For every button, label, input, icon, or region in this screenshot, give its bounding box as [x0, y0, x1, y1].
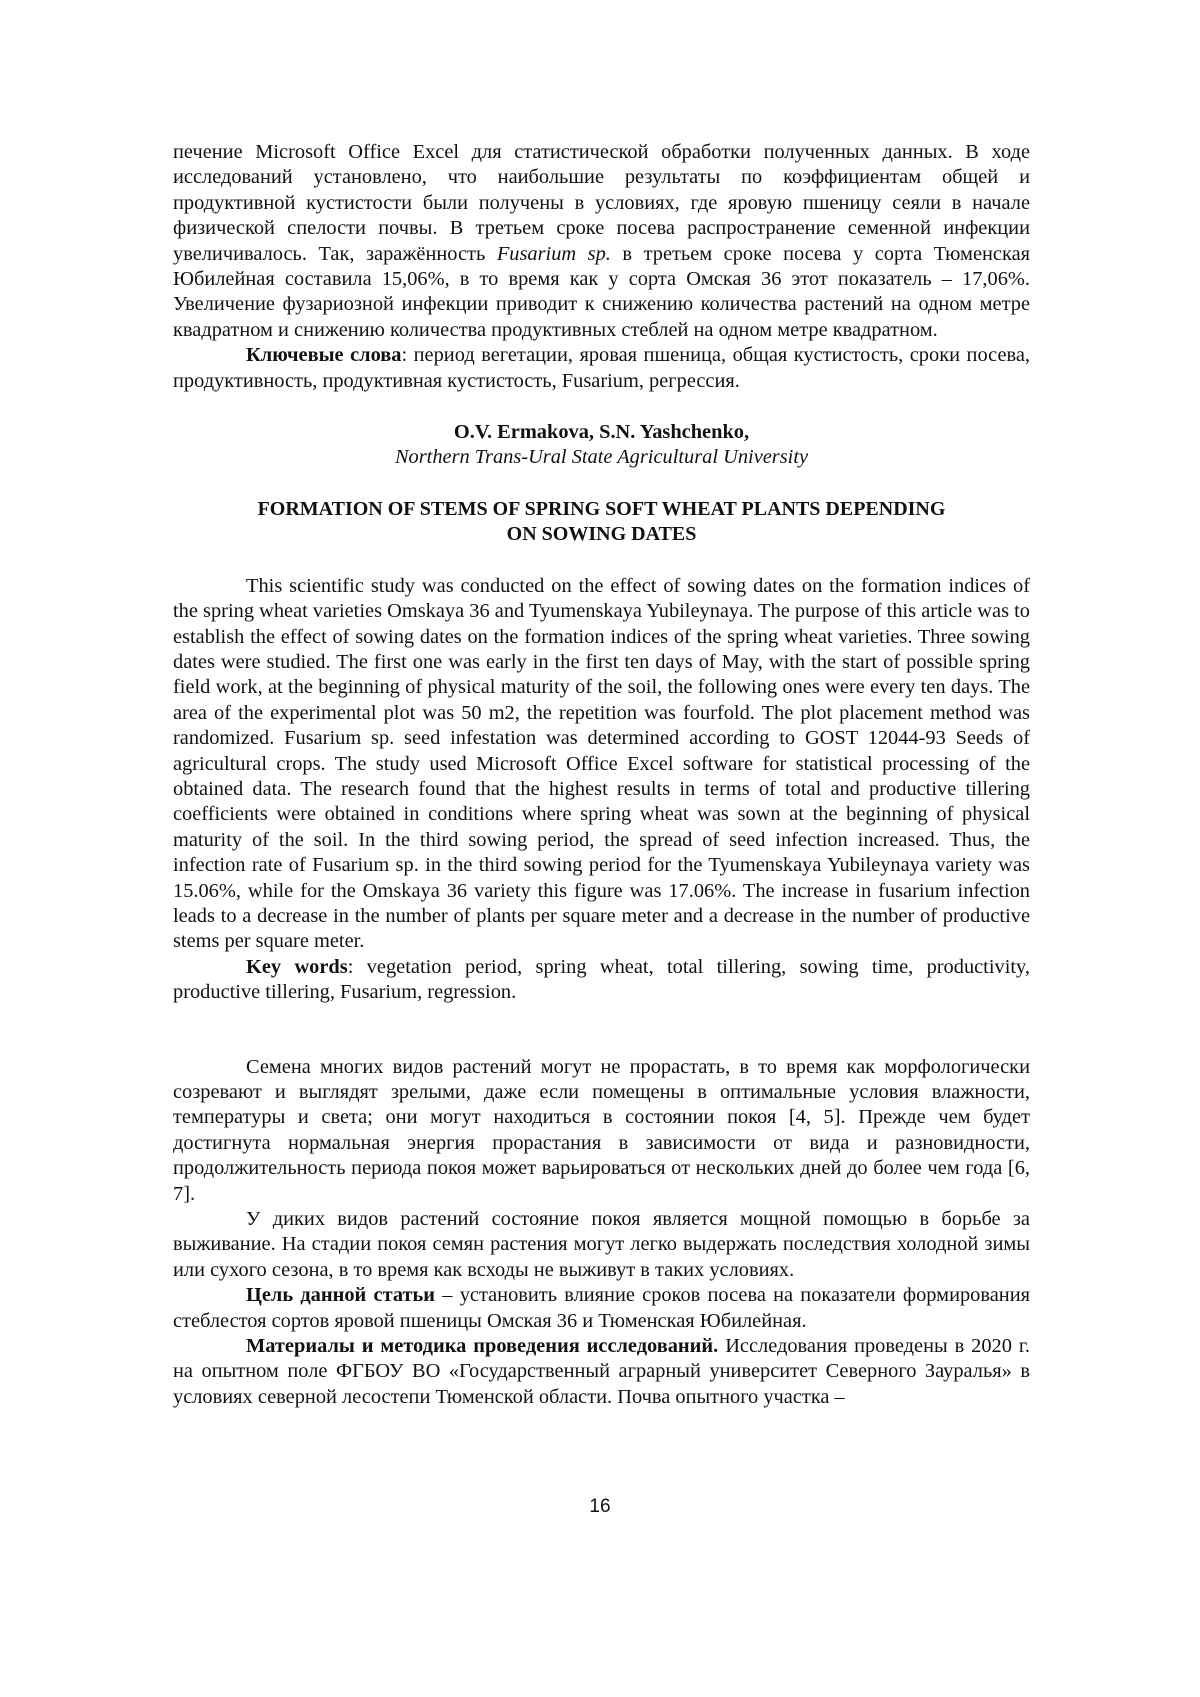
ru-keywords [173, 343, 1030, 394]
body-paragraph-aim [173, 1283, 1030, 1334]
ru-abstract-text-b: в третьем сроке посева у сорта Тюменская Юбилейная составила 15,06%, в то время как у сорта Омская 36 этот показатель – 17,06%. Увеличение фузариозной инфекции приводит к снижению количества растений на одном метре квадратном и снижению количества продуктивных стеблей на одном метре квадратном. [173, 242, 1031, 341]
aim-label: Цель данной статьи [246, 1284, 436, 1307]
body-paragraph-1: Семена многих видов растений могут не прорастать, в то время как морфологически созревают и выглядят зрелыми, даже если помещены в оптимальные условия влажности, температуры и света; они могут находиться в состоянии покоя [4, 5]. Прежде чем будет достигнута нормальная энергия прорастания в зависимости от вида и разновидности, продолжительность периода покоя может варьироваться от нескольких дней до более чем года [6, 7]. [173, 1055, 1030, 1205]
article-title-line-1: FORMATION OF STEMS OF SPRING SOFT WHEAT PLANTS DEPENDING [257, 497, 946, 520]
body-paragraph-methods [173, 1334, 1030, 1410]
en-keywords-text: : vegetation period, spring wheat, total tillering, sowing time, productivity, productive tillering, Fusarium, regression. [173, 955, 1031, 1004]
ru-keywords-text: : период вегетации, яровая пшеница, общая кустистость, сроки посева, продуктивность, продуктивная кустистость, Fusarium, регрессия. [173, 344, 1030, 392]
article-title [173, 497, 1030, 548]
affiliation: Northern Trans-Ural State Agricultural University [394, 446, 809, 469]
ru-abstract-text-a: печение Microsoft Office Excel для статистической обработки полученных данных. В ходе исследований установлено, что наибольшие результаты по коэффициентам общей и продуктивной кустистости были получены в условиях, где яровую пшеницу сеяли в начале физической спелости почвы. В третьем сроке посева распространение семенной инфекции увеличивалось. Так, заражённость [173, 141, 1030, 265]
methods-label: Материалы и методика проведения исследований. [246, 1335, 719, 1358]
ru-abstract-italic-term: Fusarium sp. [496, 242, 611, 265]
en-abstract: This scientific study was conducted on the effect of sowing dates on the formation indices of the spring wheat varieties Omskaya 36 and Tyumenskaya Yubileynaya. The purpose of this article was to establish the effect of sowing dates on the formation indices of the spring wheat varieties. Three sowing dates were studied. The first one was early in the first ten days of May, with the start of possible spring field work, at the beginning of physical maturity of the soil, the following ones were every ten days. The area of the experimental plot was 50 m2, the repetition was fourfold. The plot placement method was randomized. Fusarium sp. seed infestation was determined according to GOST 12044-93 Seeds of agricultural crops. The study used Microsoft Office Excel software for statistical processing of the obtained data. The research found that the highest results in terms of total and productive tillering coefficients were obtained in conditions where spring wheat was sown at the beginning of physical maturity of the soil. In the third sowing period, the spread of seed infection increased. Thus, the infection rate of Fusarium sp. in the third sowing period for the Tyumenskaya Yubileynaya variety was 15.06%, while for the Omskaya 36 variety this figure was 17.06%. The increase in fusarium infection leads to a decrease in the number of plants per square meter and a decrease in the number of productive stems per square meter. [173, 574, 1030, 953]
page-number: 16 [589, 1496, 611, 1517]
en-keywords [173, 955, 1030, 1006]
en-keywords-label: Key words [246, 955, 348, 978]
ru-keywords-label: Ключевые слова [246, 344, 402, 367]
body-paragraph-2: У диких видов растений состояние покоя является мощной помощью в борьбе за выживание. На стадии покоя семян растения могут легко выдержать последствия холодной зимы или сухого сезона, в то время как всходы не выживут в таких условиях. [173, 1208, 1030, 1281]
article-title-line-2: ON SOWING DATES [506, 523, 697, 546]
ru-abstract-continuation [173, 140, 1030, 343]
methods-text: Исследования проведены в 2020 г. на опытном поле ФГБОУ ВО «Государственный аграрный университет Северного Зауралья» в условиях северной лесостепи Тюменской области. Почва опытного участка – [173, 1335, 1030, 1408]
aim-text: – установить влияние сроков посева на показатели формирования стеблестоя сортов яровой пшеницы Омская 36 и Тюменская Юбилейная. [173, 1284, 1030, 1332]
text-column [173, 140, 1030, 1410]
authors: O.V. Ermakova, S.N. Yashchenko, [453, 421, 750, 444]
